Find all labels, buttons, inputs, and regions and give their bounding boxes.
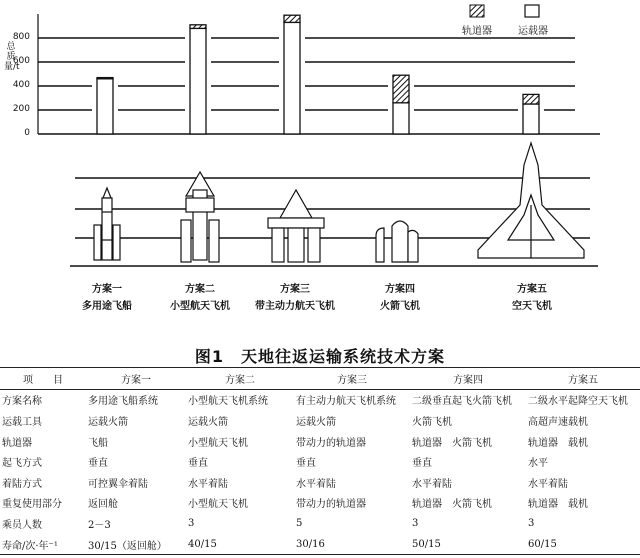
table-cell: 垂直 <box>188 458 208 470</box>
table-header: 方案二 <box>186 368 294 390</box>
bar-launcher <box>393 103 409 134</box>
bar-orbiter <box>284 15 300 22</box>
y-tick-label: 800 <box>12 32 30 42</box>
y-axis-label: 总质量/t <box>4 42 20 72</box>
bar-launcher <box>190 28 206 134</box>
table-cell: 水平 <box>528 458 548 470</box>
table-cell: 轨道器 火箭飞机 <box>412 437 492 449</box>
table-cell: 可控翼伞着陆 <box>88 478 148 490</box>
table-cell: 60/15 <box>526 534 640 555</box>
table-cell: 水平着陆 <box>188 478 228 490</box>
table-cell: 轨道器 载机 <box>528 437 588 449</box>
row-header-cell: 轨道器 <box>2 437 32 449</box>
row-header-cell: 运载工具 <box>2 416 42 428</box>
table-cell: 小型航天飞机系统 <box>188 396 268 408</box>
table-cell: 多用途飞船系统 <box>88 396 158 408</box>
legend-label-launcher: 运载器 <box>518 26 548 37</box>
vehicle-small-shuttle-icon <box>181 172 219 262</box>
table-cell: 5 <box>296 517 303 529</box>
table-cell: 二级水平起降空天飞机 <box>528 396 628 408</box>
bar-launcher <box>523 104 539 134</box>
spec-table <box>0 367 640 555</box>
table-cell: 小型航天飞机 <box>188 499 248 511</box>
legend-label-orbiter: 轨道器 <box>462 26 492 37</box>
row-header-cell: 乘员人数 <box>2 519 42 531</box>
table-cell: 30/16 <box>294 534 410 555</box>
vehicle-powered-shuttle-icon <box>268 190 324 262</box>
row-header-cell: 方案名称 <box>2 396 42 408</box>
table-cell: 运载火箭 <box>188 416 228 428</box>
table-row <box>0 513 640 534</box>
table-row <box>0 431 640 452</box>
bar-launcher <box>97 79 113 134</box>
y-tick-label: 600 <box>12 56 30 66</box>
vehicle-space-plane-icon <box>478 143 584 258</box>
table-row <box>0 451 640 472</box>
scheme-1-label: 方案一 多用途飞船 <box>82 284 132 312</box>
table-row <box>0 389 640 410</box>
bar-orbiter <box>523 94 539 104</box>
bar-launcher <box>284 22 300 134</box>
scheme-5-label: 方案五 空天飞机 <box>512 284 552 312</box>
vehicle-rocket-plane-icon <box>376 221 418 262</box>
table-cell: 3 <box>528 517 535 529</box>
table-cell: 运载火箭 <box>296 416 336 428</box>
table-header: 项 目 <box>0 368 86 390</box>
scheme-2-label: 方案二 小型航天飞机 <box>170 284 230 312</box>
chart-gridlines <box>38 14 600 134</box>
table-cell: 2－3 <box>88 519 111 531</box>
table-cell: 垂直 <box>296 458 316 470</box>
table-header: 方案一 <box>86 368 186 390</box>
table-cell: 30/15（返回舱） <box>86 534 186 555</box>
table-cell: 3 <box>188 517 195 529</box>
figure-caption: 图1 天地往返运输系统技术方案 <box>194 347 446 366</box>
table-cell: 水平着陆 <box>528 478 568 490</box>
table-header: 方案四 <box>410 368 526 390</box>
table-cell: 垂直 <box>88 458 108 470</box>
bar-orbiter <box>97 78 113 79</box>
table-cell: 带动力的轨道器 <box>296 437 366 449</box>
y-tick-label: 200 <box>12 104 30 114</box>
table-row <box>0 534 640 555</box>
table-cell: 小型航天飞机 <box>188 437 248 449</box>
table-row <box>0 472 640 493</box>
bar-orbiter <box>393 75 409 103</box>
table-cell: 火箭飞机 <box>412 416 452 428</box>
table-cell: 带动力的轨道器 <box>296 499 366 511</box>
table-cell: 返回舱 <box>88 499 118 511</box>
vehicle-rocket-icon <box>94 188 120 260</box>
table-cell: 有主动力航天飞机系统 <box>296 396 396 408</box>
table-cell: 50/15 <box>410 534 526 555</box>
table-cell: 高超声速载机 <box>528 416 588 428</box>
table-header: 方案五 <box>526 368 640 390</box>
row-header-cell: 寿命/次·年⁻¹ <box>0 534 86 555</box>
table-cell: 水平着陆 <box>296 478 336 490</box>
table-cell: 3 <box>412 517 419 529</box>
table-row <box>0 493 640 514</box>
table-cell: 40/15 <box>186 534 294 555</box>
scheme-4-label: 方案四 火箭飞机 <box>380 284 420 312</box>
y-tick-label: 400 <box>12 80 30 90</box>
y-tick-label: 0 <box>24 128 30 138</box>
table-cell: 飞船 <box>88 437 108 449</box>
legend-swatch-orbiter <box>470 5 484 17</box>
row-header-cell: 起飞方式 <box>2 458 42 470</box>
table-cell: 二级垂直起飞火箭飞机 <box>412 396 512 408</box>
row-header-cell: 重复使用部分 <box>2 499 62 511</box>
table-row <box>0 410 640 431</box>
table-header-row <box>0 368 640 390</box>
scheme-3-label: 方案三 带主动力航天飞机 <box>255 284 335 312</box>
table-cell: 轨道器 火箭飞机 <box>412 499 492 511</box>
table-cell: 轨道器 载机 <box>528 499 588 511</box>
bar-orbiter <box>190 25 206 29</box>
table-cell: 垂直 <box>412 458 432 470</box>
row-header-cell: 着陆方式 <box>2 478 42 490</box>
table-cell: 运载火箭 <box>88 416 128 428</box>
table-cell: 水平着陆 <box>412 478 452 490</box>
table-header: 方案三 <box>294 368 410 390</box>
legend-swatch-launcher <box>525 5 539 17</box>
